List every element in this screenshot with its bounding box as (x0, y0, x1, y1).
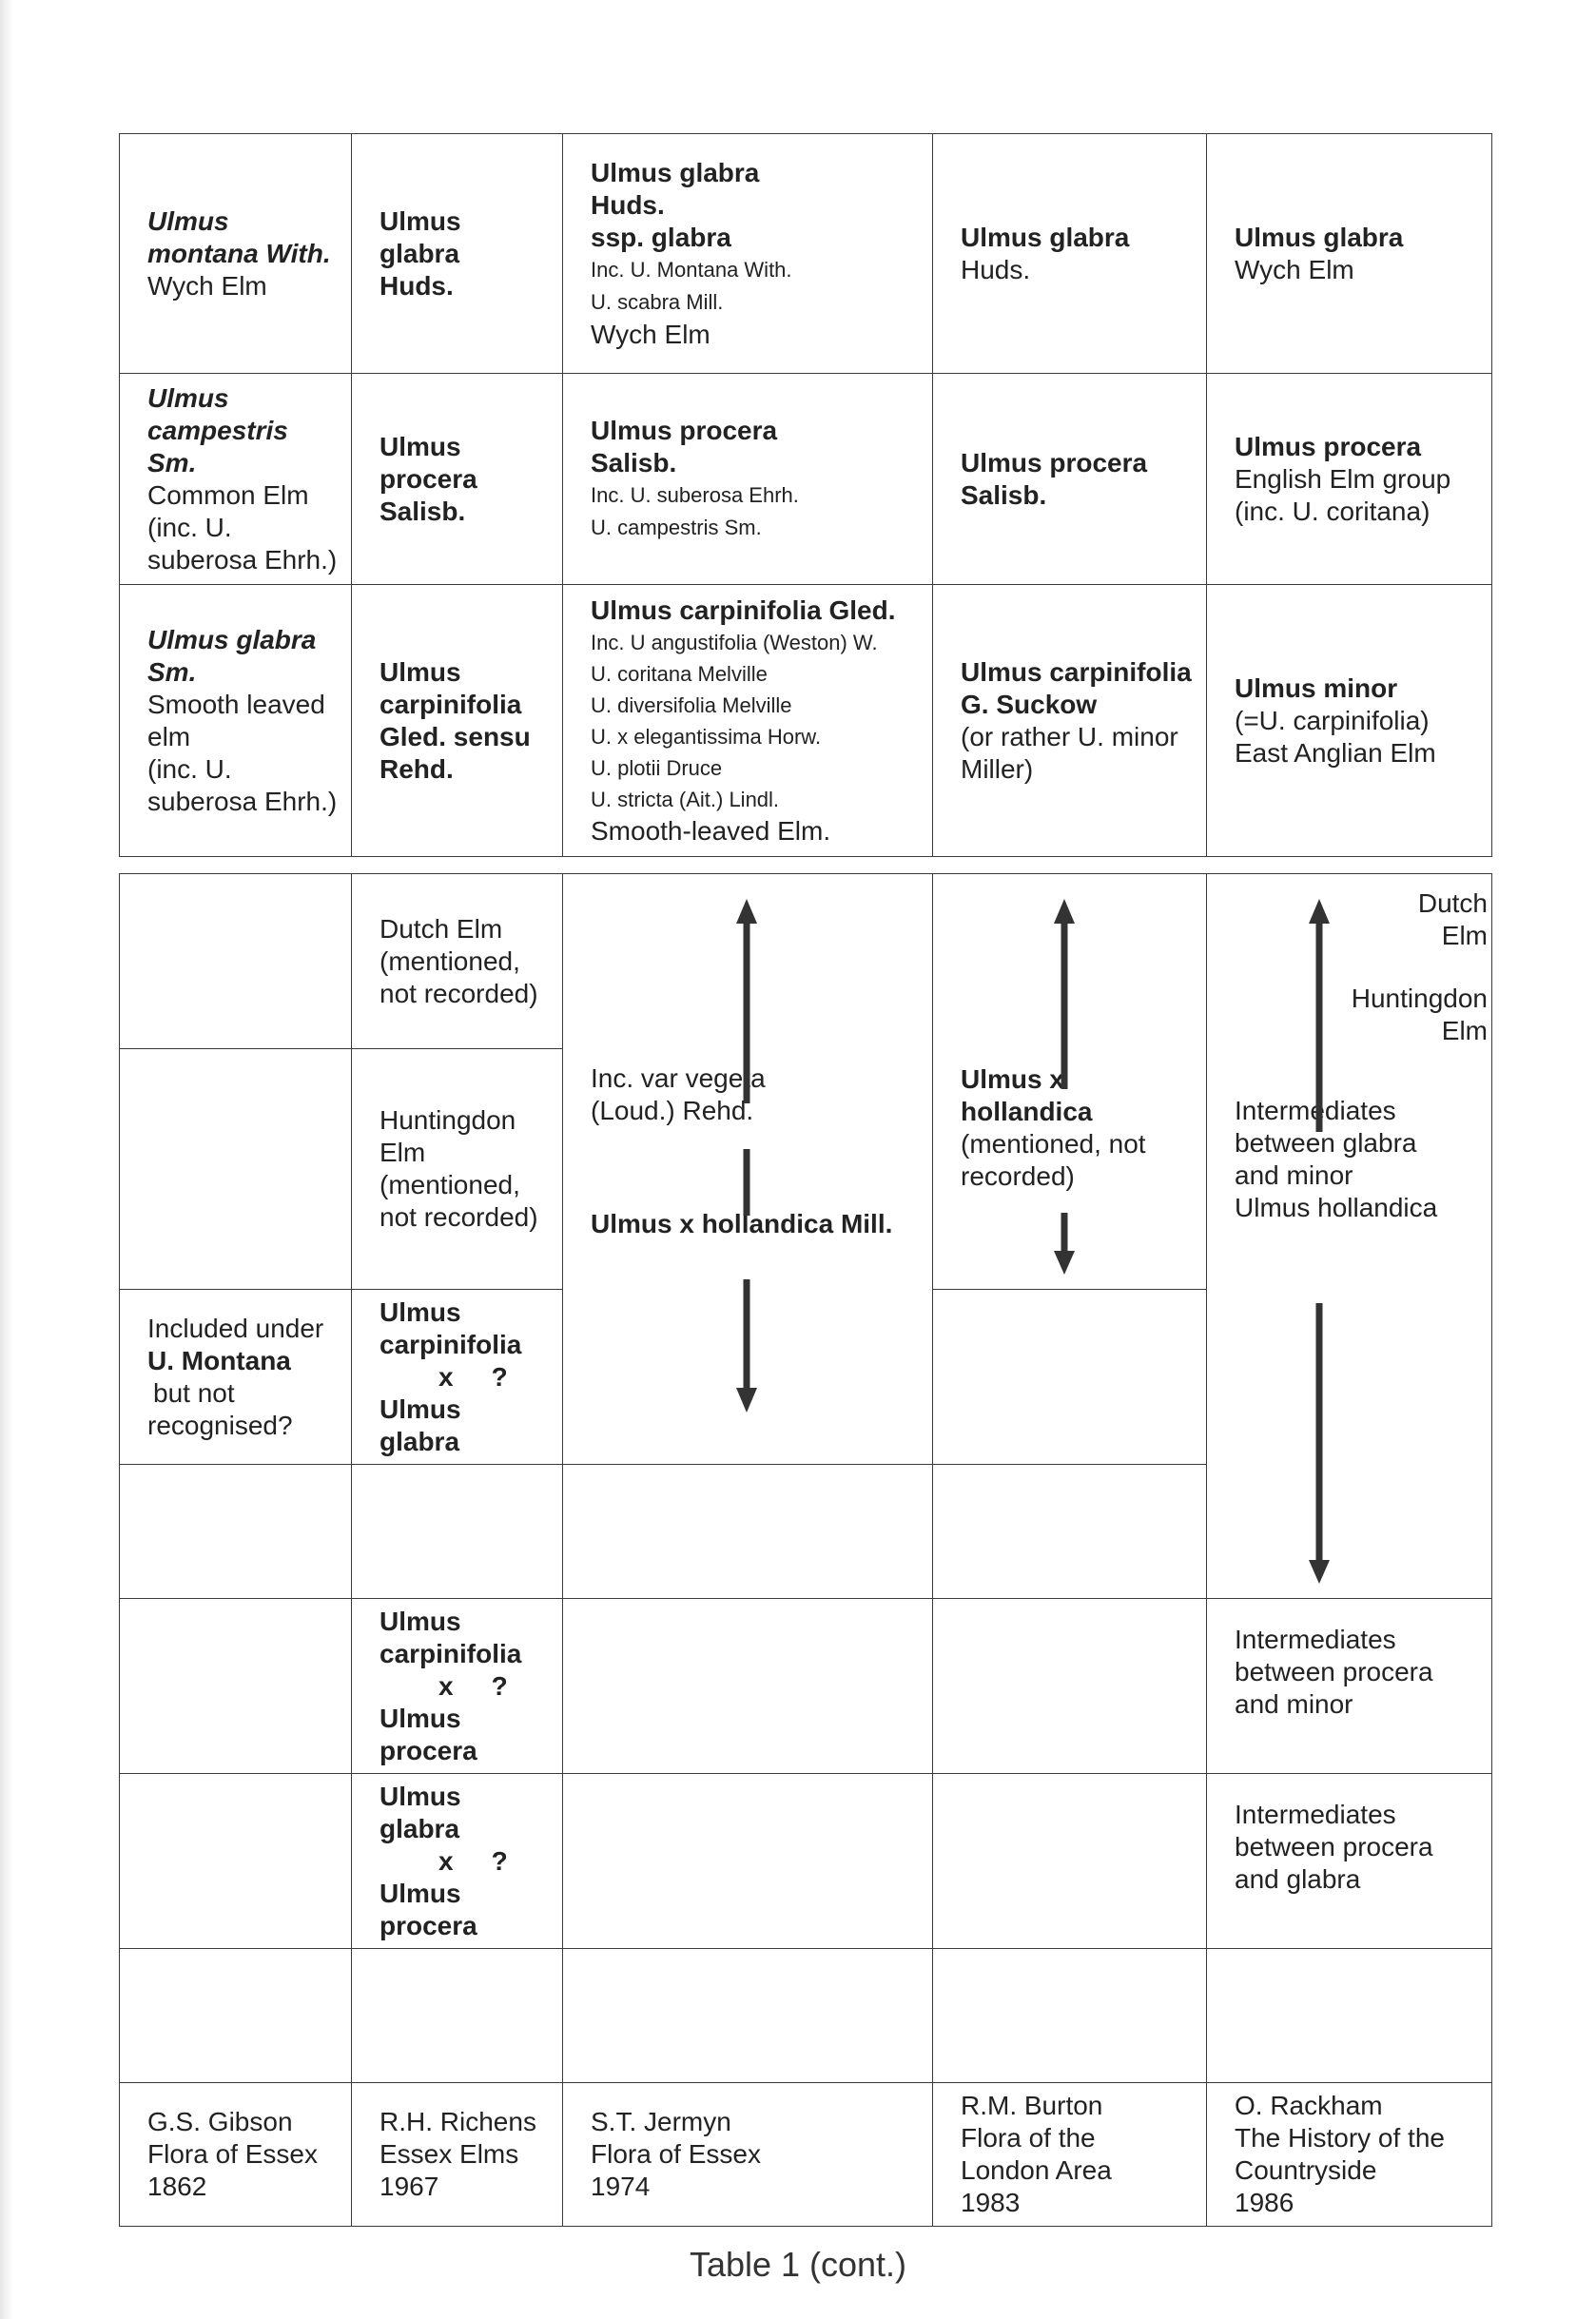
cell-empty (933, 1949, 1207, 2083)
cell-gibson-wych: Ulmus montana With. Wych Elm (120, 134, 352, 374)
cell-empty (933, 1290, 1207, 1465)
source-richens: R.H. Richens Essex Elms 1967 (352, 2083, 563, 2227)
cell-richens-glabra-x-procera: Ulmus glabra x ? Ulmus procera (352, 1774, 563, 1949)
cell-empty (563, 1949, 933, 2083)
cell-burton-procera: Ulmus procera Salisb. (933, 374, 1207, 585)
table-row (120, 1599, 1492, 1774)
cell-richens-glabra: Ulmus glabra Huds. (352, 134, 563, 374)
cell-richens-procera: Ulmus procera Salisb. (352, 374, 563, 585)
cell-empty (120, 874, 352, 1049)
cell-empty (120, 1049, 352, 1290)
cell-empty (933, 1465, 1207, 1599)
cell-richens-carp-x-procera: Ulmus carpinifolia x ? Ulmus procera (352, 1599, 563, 1774)
table-row (120, 585, 1492, 857)
arrow-down-jermyn (728, 1279, 766, 1413)
cell-empty (120, 1949, 352, 2083)
cell-burton-carpinifolia: Ulmus carpinifolia G. Suckow (or rather U. minor Miller) (933, 585, 1207, 857)
table-row (120, 374, 1492, 585)
cell-jermyn-procera: Ulmus procera Salisb. Inc. U. suberosa Ehrh. U. campestris Sm. (563, 374, 933, 585)
cell-empty (352, 1949, 563, 2083)
arrow-down-rackham (1300, 1303, 1338, 1584)
cell-empty (563, 1599, 933, 1774)
arrow-down-burton (1045, 1213, 1083, 1275)
cell-empty (563, 1465, 933, 1599)
cell-burton-glabra: Ulmus glabra Huds. (933, 134, 1207, 374)
source-jermyn: S.T. Jermyn Flora of Essex 1974 (563, 2083, 933, 2227)
source-burton: R.M. Burton Flora of the London Area 1983 (933, 2083, 1207, 2227)
cell-richens-dutch-elm: Dutch Elm (mentioned, not recorded) (352, 874, 563, 1049)
cell-empty (120, 1465, 352, 1599)
cell-richens-huntingdon-elm: Huntingdon Elm (mentioned, not recorded) (352, 1049, 563, 1290)
cell-empty (120, 1599, 352, 1774)
cell-rackham-minor: Ulmus minor (=U. carpinifolia) East Anglian Elm (1207, 585, 1492, 857)
cell-empty (352, 1465, 563, 1599)
table-row (120, 874, 1492, 1049)
cell-empty (563, 1774, 933, 1949)
cell-richens-carp-x-glabra: Ulmus carpinifolia x ? Ulmus glabra (352, 1290, 563, 1465)
arrow-up-burton (1045, 899, 1083, 1089)
taxonomy-table-bottom (119, 873, 1492, 2227)
cell-empty (1207, 1949, 1492, 2083)
cell-rackham-hollandica: Dutch Elm Huntingdon Elm Intermediates between glabra and minor Ulmus hollandica (1207, 874, 1492, 1599)
cell-empty (933, 1599, 1207, 1774)
cell-rackham-procera-minor: Intermediates between procera and minor (1207, 1599, 1492, 1774)
cell-richens-carpinifolia: Ulmus carpinifolia Gled. sensu Rehd. (352, 585, 563, 857)
page-edge-shadow (0, 0, 13, 2319)
source-rackham: O. Rackham The History of the Countryside 1986 (1207, 2083, 1492, 2227)
cell-rackham-procera-glabra: Intermediates between procera and glabra (1207, 1774, 1492, 1949)
table-row (120, 1774, 1492, 1949)
cell-empty (933, 1774, 1207, 1949)
cell-jermyn-carpinifolia: Ulmus carpinifolia Gled. Inc. U angustifolia (Weston) W. U. coritana Melville U. diversifolia Melville U. x elegantissima Horw. U. plotii Druce U. stricta (Ait.) Lindl. Smooth-leaved Elm. (563, 585, 933, 857)
source-row (120, 2083, 1492, 2227)
cell-gibson-included: Included under U. Montana but not recognised? (120, 1290, 352, 1465)
cell-burton-hollandica: Ulmus x hollandica (mentioned, not recorded) (933, 874, 1207, 1290)
cell-empty (120, 1774, 352, 1949)
table-row (120, 134, 1492, 374)
taxonomy-table-top (119, 133, 1492, 857)
cell-gibson-smooth: Ulmus glabra Sm. Smooth leaved elm (inc. U. suberosa Ehrh.) (120, 585, 352, 857)
cell-gibson-campestris: Ulmus campestris Sm. Common Elm (inc. U. suberosa Ehrh.) (120, 374, 352, 585)
cell-rackham-procera: Ulmus procera English Elm group (inc. U. coritana) (1207, 374, 1492, 585)
cell-jermyn-hollandica: Inc. var vegeta (Loud.) Rehd. Ulmus x hollandica Mill. (563, 874, 933, 1465)
source-gibson: G.S. Gibson Flora of Essex 1862 (120, 2083, 352, 2227)
cell-jermyn-glabra: Ulmus glabra Huds. ssp. glabra Inc. U. Montana With. U. scabra Mill. Wych Elm (563, 134, 933, 374)
table-caption: Table 1 (cont.) (689, 2245, 907, 2284)
arrow-divider-jermyn (728, 1149, 766, 1216)
arrow-up-jermyn (728, 899, 766, 1103)
arrow-up-rackham (1300, 899, 1338, 1132)
cell-rackham-glabra: Ulmus glabra Wych Elm (1207, 134, 1492, 374)
table-row (120, 1949, 1492, 2083)
